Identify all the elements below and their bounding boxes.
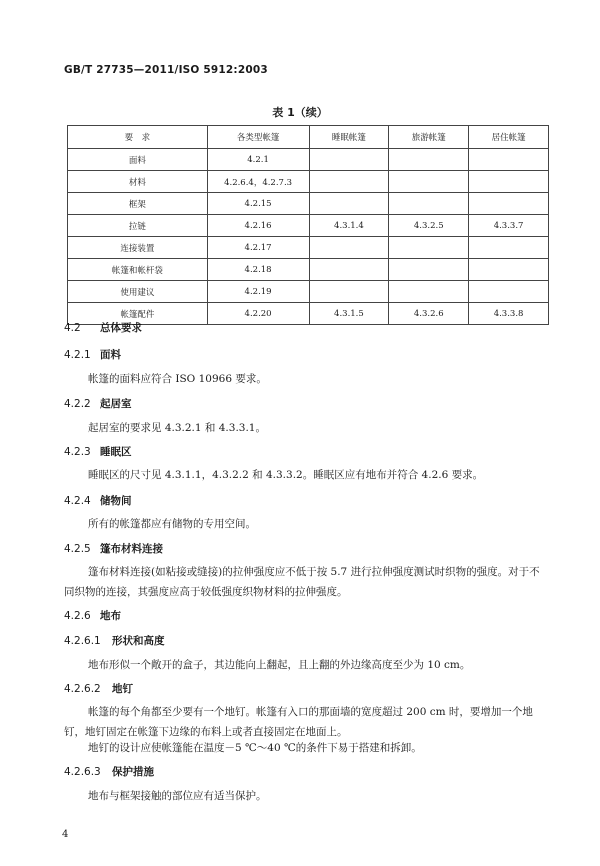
- paragraph: 地钉的设计应使帐篷能在温度－5 ℃～40 ℃的条件下易于搭建和拆卸。: [88, 742, 422, 754]
- section-heading-4-2-6-2: [64, 681, 133, 696]
- section-heading-4-2-2: [64, 396, 132, 411]
- table-cell: 4.2.18: [207, 259, 309, 281]
- table-title: 表 1（续）: [272, 106, 328, 119]
- section-number: 4.2.5: [64, 543, 91, 555]
- section-heading-4-2-6: [64, 608, 121, 623]
- table-cell: [309, 237, 389, 259]
- section-heading-4-2-4: [64, 493, 132, 508]
- paragraph: 地布形似一个敞开的盒子，其边能向上翻起，且上翻的外边缘高度至少为 10 cm。: [88, 659, 471, 671]
- table-cell: 4.3.2.5: [389, 215, 469, 237]
- table-cell: 4.2.17: [207, 237, 309, 259]
- table-row: [68, 281, 549, 303]
- section-title: 总体要求: [100, 322, 142, 334]
- table-cell: [309, 149, 389, 171]
- section-title: 面料: [100, 349, 121, 361]
- table-cell: 使用建议: [68, 281, 208, 303]
- table-cell: 4.3.2.6: [389, 303, 469, 325]
- column-header: 旅游帐篷: [389, 126, 469, 149]
- table-row: [68, 237, 549, 259]
- table-row: [68, 215, 549, 237]
- section-title: 睡眠区: [100, 446, 132, 458]
- table-cell: [309, 259, 389, 281]
- paragraph: 地布与框架接触的部位应有适当保护。: [88, 790, 267, 802]
- table-cell: [389, 193, 469, 215]
- table-cell: 4.2.6.4，4.2.7.3: [207, 171, 309, 193]
- table-cell: [389, 171, 469, 193]
- table-cell: [469, 193, 549, 215]
- table-cell: 4.2.15: [207, 193, 309, 215]
- paragraph: 所有的帐篷都应有储物的专用空间。: [88, 518, 256, 530]
- paragraph: 睡眠区的尺寸见 4.3.1.1，4.3.2.2 和 4.3.3.2。睡眠区应有地布并符合 4.2.6 要求。: [88, 469, 484, 481]
- table-cell: 帐篷和帐杆袋: [68, 259, 208, 281]
- table-cell: 4.2.16: [207, 215, 309, 237]
- table-cell: 4.2.19: [207, 281, 309, 303]
- standard-code-header: GB/T 27735—2011/ISO 5912:2003: [64, 64, 268, 76]
- section-title: 保护措施: [112, 766, 154, 778]
- table-row: [68, 193, 549, 215]
- column-header: 要 求: [68, 126, 208, 149]
- section-title: 储物间: [100, 495, 132, 507]
- table-cell: 面料: [68, 149, 208, 171]
- section-number: 4.2.6.2: [64, 683, 101, 695]
- section-number: 4.2.2: [64, 398, 91, 410]
- section-number: 4.2.3: [64, 446, 91, 458]
- section-heading-4-2-1: [64, 347, 121, 362]
- section-heading-4-2-6-1: [64, 633, 165, 648]
- table-cell: 帐篷配件: [68, 303, 208, 325]
- table-cell: [469, 149, 549, 171]
- table-cell: 4.3.1.5: [309, 303, 389, 325]
- table-cell: 4.3.3.8: [469, 303, 549, 325]
- table-cell: [309, 171, 389, 193]
- table-cell: [389, 281, 469, 303]
- table-cell: [389, 237, 469, 259]
- section-number: 4.2.6.1: [64, 635, 101, 647]
- paragraph: 帐篷的面料应符合 ISO 10966 要求。: [88, 373, 267, 385]
- section-title: 起居室: [100, 398, 132, 410]
- table-cell: 4.3.3.7: [469, 215, 549, 237]
- table-cell: [309, 281, 389, 303]
- table-cell: [469, 237, 549, 259]
- page-number: 4: [62, 829, 69, 840]
- column-header: 睡眠帐篷: [309, 126, 389, 149]
- section-title: 篷布材料连接: [100, 543, 163, 555]
- table-cell: 框架: [68, 193, 208, 215]
- table-cell: [469, 259, 549, 281]
- section-number: 4.2.6: [64, 610, 91, 622]
- paragraph: 篷布材料连接(如粘接或缝接)的拉伸强度应不低于按 5.7 进行拉伸强度测试时织物的强度。对于不同织物的连接，其强度应高于较低强度织物材料的拉伸强度。: [64, 566, 540, 598]
- table-cell: 4.2.20: [207, 303, 309, 325]
- table-cell: 4.2.1: [207, 149, 309, 171]
- column-header: 各类型帐篷: [207, 126, 309, 149]
- table-cell: 4.3.1.4: [309, 215, 389, 237]
- table-row: [68, 149, 549, 171]
- section-number: 4.2.1: [64, 349, 91, 361]
- table-cell: [469, 171, 549, 193]
- section-number: 4.2.4: [64, 495, 91, 507]
- paragraph: 起居室的要求见 4.3.2.1 和 4.3.3.1。: [88, 422, 266, 434]
- section-title: 形状和高度: [112, 635, 165, 647]
- column-header: 居住帐篷: [469, 126, 549, 149]
- section-title: 地钉: [112, 683, 133, 695]
- table-row: [68, 171, 549, 193]
- section-title: 地布: [100, 610, 121, 622]
- section-number: 4.2: [64, 322, 81, 334]
- table-row: [68, 259, 549, 281]
- table-cell: 拉链: [68, 215, 208, 237]
- section-heading-4-2-5: [64, 541, 163, 556]
- section-heading-4-2-6-3: [64, 764, 154, 779]
- table-cell: [389, 259, 469, 281]
- paragraph: 帐篷的每个角都至少要有一个地钉。帐篷有入口的那面墙的宽度超过 200 cm 时，要增加一个地钉，地钉固定在帐篷下边缘的布料上或者直接固定在地面上。: [64, 706, 533, 738]
- table-cell: [389, 149, 469, 171]
- table-cell: 连接装置: [68, 237, 208, 259]
- requirements-table: [67, 125, 549, 325]
- table-cell: [469, 281, 549, 303]
- table-header-row: [68, 126, 549, 149]
- section-heading-4-2: [64, 320, 142, 335]
- table-cell: [309, 193, 389, 215]
- section-number: 4.2.6.3: [64, 766, 101, 778]
- section-heading-4-2-3: [64, 444, 132, 459]
- table-cell: 材料: [68, 171, 208, 193]
